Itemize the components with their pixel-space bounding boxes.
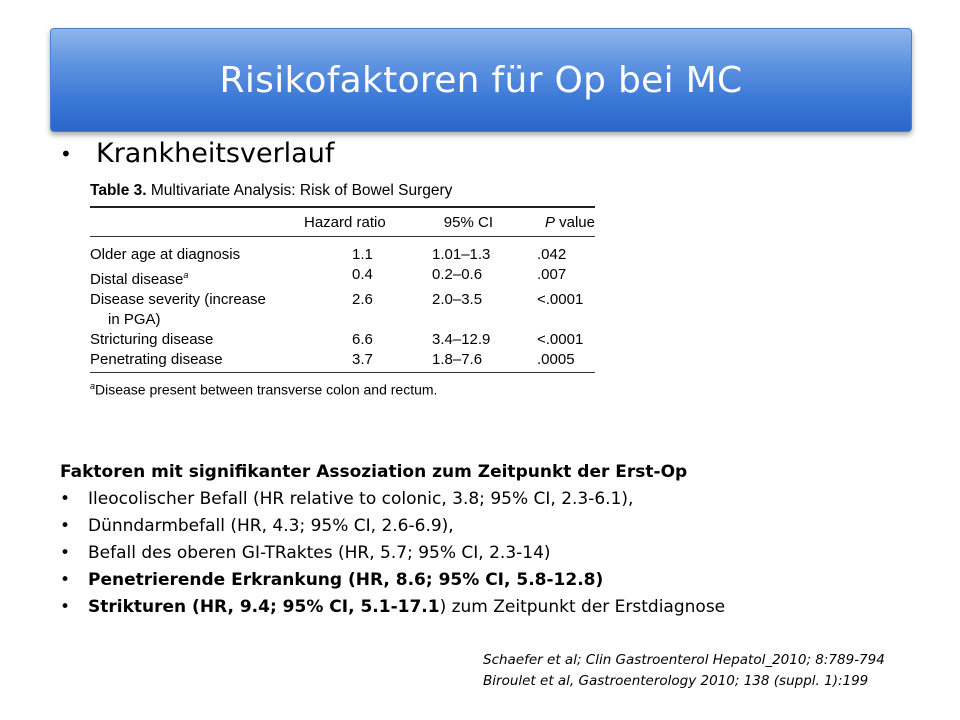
table-bottom-rule (90, 372, 595, 373)
list-item: • Befall des oberen GI-TRaktes (HR, 5.7; 95% CI, 2.3-14) (60, 543, 551, 563)
row-label: Disease severity (increase in PGA) (90, 291, 266, 328)
row-hr: 0.4 (352, 266, 373, 283)
row-p: <.0001 (537, 331, 584, 348)
header-ci: 95% CI (443, 213, 493, 231)
row-p: .007 (537, 266, 567, 283)
row-label: Distal disease$^a$ (90, 270, 189, 288)
list-item: • Dünndarmbefall (HR, 4.3; 95% CI, 2.6-6.9), (60, 516, 454, 536)
header-hazard-ratio: Hazard ratio (304, 213, 386, 231)
table-row (90, 265, 595, 290)
bullet-icon: • (60, 141, 72, 166)
row-hr: 1.1 (352, 246, 373, 263)
row-p: <.0001 (537, 291, 584, 308)
surgery-risk-table (90, 182, 595, 398)
findings-heading: Faktoren mit signifikanter Assoziation zum Zeitpunkt der Erst-Op (60, 462, 688, 482)
row-p: .042 (537, 246, 567, 263)
table-label: Table 3. (90, 182, 147, 199)
footnote-marker: a (183, 270, 189, 280)
table-row (90, 245, 595, 265)
table-footnote (90, 381, 595, 398)
list-item: • Strikturen (HR, 9.4; 95% CI, 5.1-17.1) zum Zeitpunkt der Erstdiagnose (60, 597, 726, 617)
bullet-icon: • (60, 543, 71, 563)
row-hr: 2.6 (352, 291, 373, 308)
row-ci: 0.2–0.6 (432, 266, 483, 283)
table-caption (90, 182, 595, 200)
row-label: Penetrating disease (90, 351, 223, 368)
table-row (90, 290, 595, 330)
bullet-icon: • (60, 516, 71, 536)
title-banner (50, 28, 912, 132)
row-label: Older age at diagnosis (90, 246, 241, 263)
row-ci: 3.4–12.9 (432, 331, 491, 348)
table-row (90, 350, 595, 370)
header-p-value: P value (544, 213, 595, 231)
list-item: • Ileocolischer Befall (HR relative to colonic, 3.8; 95% CI, 2.3-6.1), (60, 489, 634, 509)
bullet-icon: • (60, 489, 71, 509)
row-label: Stricturing disease (90, 331, 214, 348)
references (483, 650, 885, 692)
table-body (90, 237, 595, 372)
row-ci: 2.0–3.5 (432, 291, 483, 308)
main-bullet-text: Krankheitsverlauf (96, 138, 335, 169)
findings-section (60, 462, 725, 625)
bullet-icon: • (60, 570, 71, 590)
bullet-icon: • (60, 597, 71, 617)
row-hr: 6.6 (352, 331, 373, 348)
slide-title: Risikofaktoren für Op bei MC (219, 59, 743, 101)
findings-list (60, 490, 725, 617)
table-row (90, 330, 595, 350)
footnote-text: Disease present between transverse colon and rectum. (95, 381, 438, 398)
reference-2: Biroulet et al, Gastroenterology 2010; 138 (suppl. 1):199 (483, 673, 869, 689)
table-header-row (90, 208, 595, 236)
reference-1: Schaefer et al; Clin Gastroenterol Hepatol_2010; 8:789-794 (483, 652, 885, 668)
list-item: • Penetrierende Erkrankung (HR, 8.6; 95% CI, 5.8-12.8) (60, 570, 604, 590)
main-bullet (60, 138, 334, 169)
footnote-mark: a (90, 381, 96, 391)
row-p: .0005 (537, 351, 575, 368)
table-caption-text: Multivariate Analysis: Risk of Bowel Surgery (150, 182, 453, 199)
row-hr: 3.7 (352, 351, 373, 368)
row-ci: 1.8–7.6 (432, 351, 483, 368)
row-ci: 1.01–1.3 (432, 246, 491, 263)
